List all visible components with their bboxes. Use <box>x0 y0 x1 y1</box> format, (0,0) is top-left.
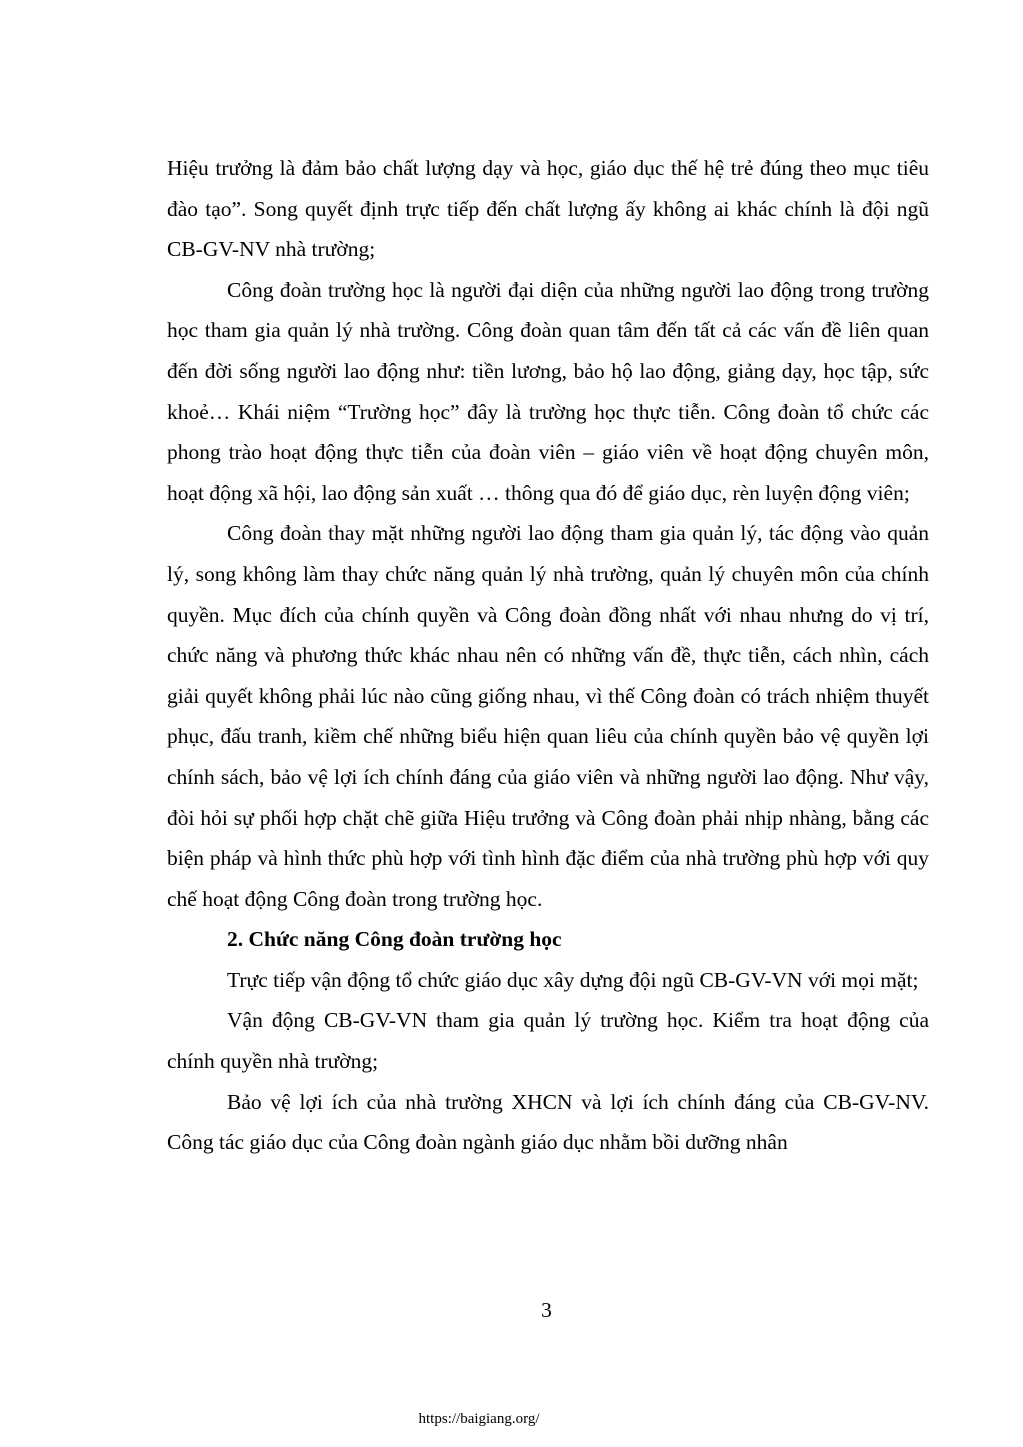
section-heading: 2. Chức năng Công đoàn trường học <box>227 927 562 952</box>
footer-url: https://baigiang.org/ <box>418 1411 540 1427</box>
paragraph-3: Công đoàn thay mặt những người lao động tham gia quản lý, tác động vào quản lý, song không làm thay chức năng quản lý nhà trường, quản lý chuyên môn của chính quyền. Mục đích của chính quyền và Công đoàn đồng nhất với nhau nhưng do vị trí, chức năng và phương thức khác nhau nên có những vấn đề, thực tiễn, cách nhìn, cách giải quyết không phải lúc nào cũng giống nhau, vì thế Công đoàn có trách nhiệm thuyết phục, đấu tranh, kiềm chế những biểu hiện quan liêu của chính quyền bảo vệ quyền lợi chính sách, bảo vệ lợi ích chính đáng của giáo viên và những người lao động. Như vậy, đòi hỏi sự phối hợp chặt chẽ giữa Hiệu trưởng và Công đoàn phải nhịp nhàng, bằng các biện pháp và hình thức phù hợp với tình hình đặc điểm của nhà trường phù hợp với quy chế hoạt động Công đoàn trong trường học. <box>167 521 929 911</box>
document-body <box>167 148 929 1163</box>
paragraph-1: Hiệu trưởng là đảm bảo chất lượng dạy và học, giáo dục thế hệ trẻ đúng theo mục tiêu đào tạo”. Song quyết định trực tiếp đến chất lượng ấy không ai khác chính là đội ngũ CB-GV-NV nhà trường; <box>167 156 929 262</box>
paragraph-4: Trực tiếp vận động tổ chức giáo dục xây dựng đội ngũ CB-GV-VN với mọi mặt; <box>227 967 919 992</box>
page-number: 3 <box>541 1298 552 1322</box>
paragraph-5: Vận động CB-GV-VN tham gia quản lý trường học. Kiểm tra hoạt động của chính quyền nhà trường; <box>167 1008 929 1074</box>
paragraph-2: Công đoàn trường học là người đại diện của những người lao động trong trường học tham gia quản lý nhà trường. Công đoàn quan tâm đến tất cả các vấn đề liên quan đến đời sống người lao động như: tiền lương, bảo hộ lao động, giảng dạy, học tập, sức khoẻ… Khái niệm “Trường học” đây là trường học thực tiễn. Công đoàn tổ chức các phong trào hoạt động thực tiễn của đoàn viên – giáo viên về hoạt động chuyên môn, hoạt động xã hội, lao động sản xuất … thông qua đó để giáo dục, rèn luyện động viên; <box>167 277 929 505</box>
paragraph-6: Bảo vệ lợi ích của nhà trường XHCN và lợi ích chính đáng của CB-GV-NV. Công tác giáo dục của Công đoàn ngành giáo dục nhằm bồi dưỡng nhân <box>167 1089 929 1155</box>
